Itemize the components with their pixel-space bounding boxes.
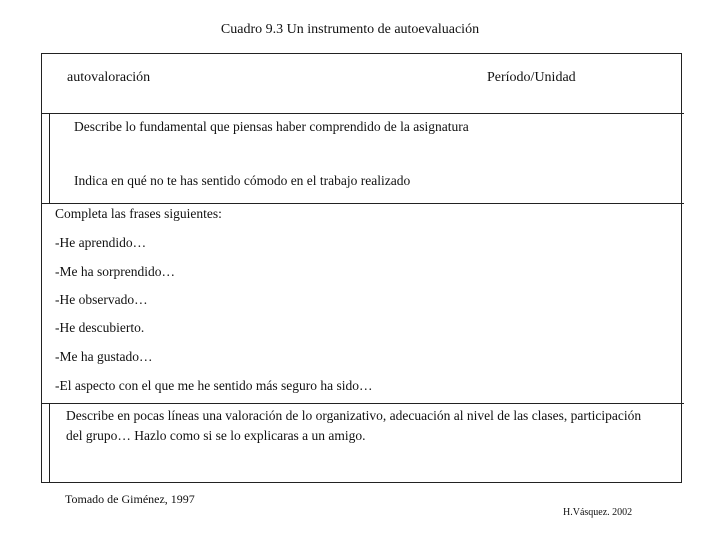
prompt-comprehension: Describe lo fundamental que piensas haber comprendido de la asignatura <box>74 119 469 134</box>
header-period-unit-label: Período/Unidad <box>487 70 576 85</box>
sentence-item: -He observado… <box>55 292 148 307</box>
prompt-discomfort: Indica en qué no te has sentido cómodo en el trabajo realizado <box>74 173 411 188</box>
assessment-prompt: Describe en pocas líneas una valoración de lo organizativo, adecuación al nivel de las clases, participación del grupo… Hazlo como si se lo explicaras a un amigo. <box>66 408 642 443</box>
form-divider-prompts <box>41 203 684 204</box>
sentence-item: -Me ha gustado… <box>55 349 153 364</box>
sentence-item: -Me ha sorprendido… <box>55 264 175 279</box>
sentence-item: -He aprendido… <box>55 235 147 250</box>
page-title: Cuadro 9.3 Un instrumento de autoevaluación <box>220 22 480 37</box>
header-self-assessment-label: autovaloración <box>67 70 151 85</box>
author-credit: H.Vásquez. 2002 <box>563 507 633 518</box>
form-inner-left-edge-lower <box>49 403 50 483</box>
sentence-item: -El aspecto con el que me he sentido más seguro ha sido… <box>55 378 373 393</box>
sentence-item: -He descubierto. <box>55 320 145 335</box>
source-citation: Tomado de Giménez, 1997 <box>65 492 195 506</box>
form-inner-left-edge <box>49 113 50 203</box>
sentences-intro: Completa las frases siguientes: <box>55 206 222 221</box>
form-divider-sentences <box>41 403 684 404</box>
form-divider-header <box>41 113 684 114</box>
